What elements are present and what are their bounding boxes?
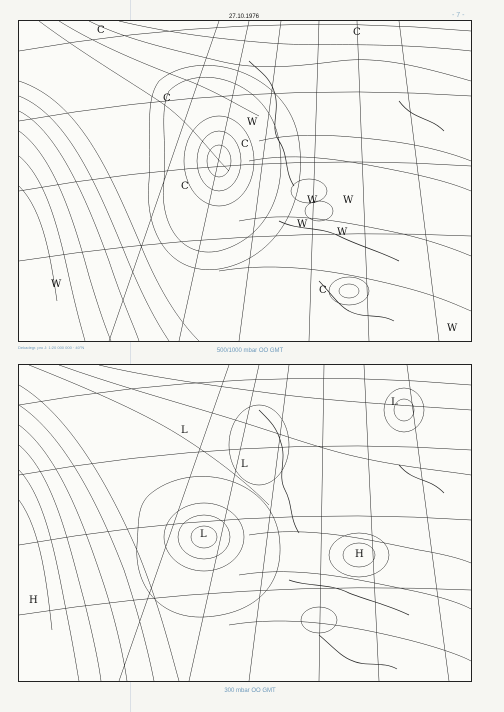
scale-note: Dekadegr. pro J: 1:20 000 000 · 40°N bbox=[18, 345, 85, 350]
caption-top-map: 500/1000 mbar OO GMT bbox=[216, 348, 284, 354]
page-number: - 7 - bbox=[452, 12, 465, 19]
label-c-1: C bbox=[97, 25, 105, 36]
label-c-3: C bbox=[163, 93, 171, 104]
label-w-2: W bbox=[307, 195, 318, 206]
label-c-5: C bbox=[181, 181, 189, 192]
contour-map-top bbox=[19, 21, 471, 341]
label-w-7: W bbox=[447, 323, 458, 334]
label-l-4: L bbox=[200, 529, 207, 540]
label-l-2: L bbox=[241, 459, 248, 470]
label-c-2: C bbox=[353, 27, 361, 38]
label-w-5: W bbox=[337, 227, 348, 238]
label-l-3: L bbox=[391, 397, 398, 408]
label-l-1: L bbox=[181, 425, 188, 436]
map-300-mbar bbox=[18, 364, 472, 682]
label-h-1: H bbox=[355, 549, 364, 560]
chart-date: 27.10.1976 bbox=[228, 14, 260, 20]
label-h-2: H bbox=[29, 595, 38, 606]
label-w-1: W bbox=[247, 117, 258, 128]
map-500-1000-mbar bbox=[18, 20, 472, 342]
label-c-4: C bbox=[241, 139, 249, 150]
label-w-4: W bbox=[297, 219, 308, 230]
label-c-6: C bbox=[319, 285, 327, 296]
contour-map-bottom bbox=[19, 365, 471, 681]
label-w-3: W bbox=[343, 195, 354, 206]
label-w-6: W bbox=[51, 279, 62, 290]
caption-bottom-map: 300 mbar OO GMT bbox=[224, 688, 276, 694]
